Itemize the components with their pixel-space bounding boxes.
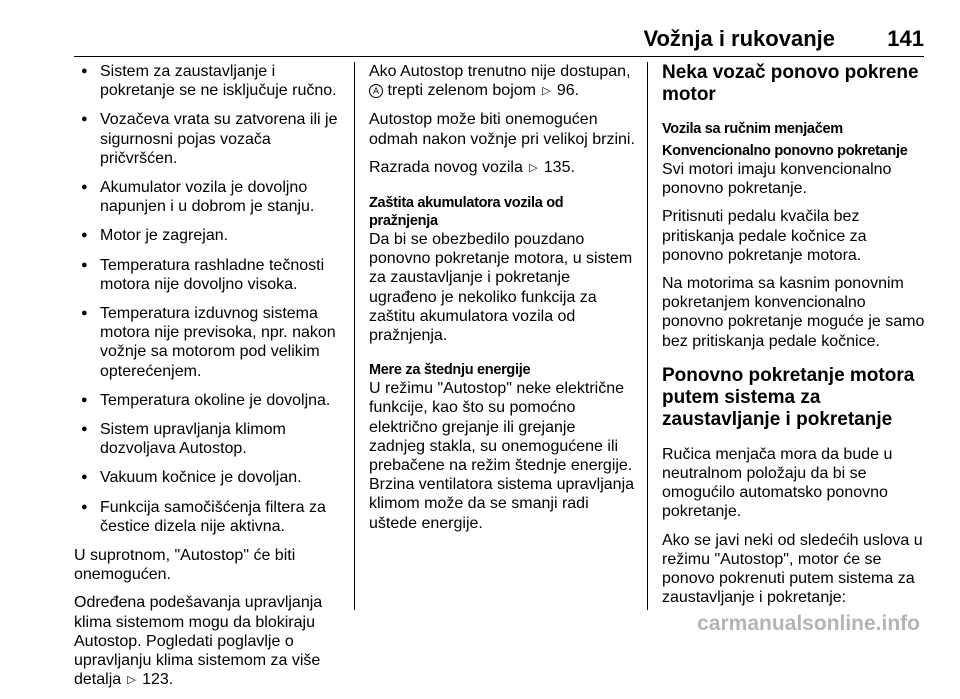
list-item: ● Temperatura okoline je dovoljna. — [74, 391, 344, 410]
list-item: ● Vakuum kočnice je dovoljan. — [74, 468, 344, 487]
paragraph — [369, 62, 635, 101]
list-item: ● Funkcija samočišćenja filtera za čestice dizela nije aktivna. — [74, 498, 344, 536]
subheading: Mere za štednju energije — [369, 362, 531, 379]
header-rule — [74, 56, 924, 57]
column-1 — [74, 62, 344, 699]
page-header — [0, 22, 960, 58]
column-divider-1 — [354, 62, 355, 610]
list-item: ● Motor je zagrejan. — [74, 226, 344, 245]
watermark: carmanualsonline.info — [697, 612, 920, 635]
paragraph — [74, 593, 344, 690]
paragraph: Na motorima sa kasnim ponovnim pokretanjem konvencionalno ponovno pokretanje moguće je samo bez pritiskanja pedale kočnice. — [662, 275, 925, 350]
paragraph: Ručica menjača mora da bude u neutralnom položaju da bi se omogućilo automatsko ponovno pokretanje. — [662, 445, 893, 521]
paragraph: Ako se javi neki od sledećih uslova u režimu "Autostop", motor će se ponovo pokrenuti putem sistema za zaustavljanje i pokretanje: — [662, 531, 923, 607]
paragraph: U suprotnom, "Autostop" će biti onemogućen. — [74, 547, 296, 584]
page-ref-arrow-icon: ▷ — [529, 161, 538, 174]
subheading: Konvencionalno ponovno pokretanje — [662, 143, 908, 159]
subheading: Vozila sa ručnim menjačem — [662, 121, 843, 137]
paragraph-text: Ako Autostop trenutno nije dostupan, — [369, 63, 631, 80]
paragraph — [369, 158, 635, 178]
list-item: ● Vozačeva vrata su zatvorena ili je sigurnosni pojas vozača pričvršćen. — [74, 110, 344, 168]
paragraph: U režimu "Autostop" neke električne funkcije, kao što su pomoćno električno grejanje ili grejanje zadnjeg stakla, su onemogućene ili prebačene na režim štednje energije. Brzina ventilatora sistema upravljanja klimom može da se smanji radi uštede energije. — [369, 380, 635, 532]
conditions-list — [74, 62, 344, 536]
list-item: ● Temperatura rashladne tečnosti motora nije dovoljno visoka. — [74, 256, 344, 294]
page-ref-link[interactable]: 96. — [556, 82, 580, 100]
column-2 — [369, 62, 635, 542]
paragraph: Pritisnuti pedalu kvačila bez pritiskanja pedale kočnice za ponovno pokretanje motora. — [662, 208, 867, 264]
page-header-title: Vožnja i rukovanje — [643, 26, 835, 51]
autostop-indicator-icon: A — [369, 84, 383, 98]
paragraph: Da bi se obezbedilo pouzdano ponovno pokretanje motora, u sistem za zaustavljanje i pokretanje ugrađeno je nekoliko funkcija za zaštitu akumulatora vozila od pražnjenja. — [369, 231, 633, 345]
page-ref-link[interactable]: 135. — [543, 158, 575, 176]
page-ref-link[interactable]: 123. — [142, 671, 174, 689]
column-3 — [662, 62, 928, 616]
page-number: 141 — [887, 26, 924, 51]
column-divider-2 — [647, 62, 648, 610]
list-item: ● Akumulator vozila je dovoljno napunjen i u dobrom je stanju. — [74, 178, 344, 216]
paragraph-text: Određena podešavanja upravljanja klima sistemom mogu da blokiraju Autostop. Pogledati poglavlje o upravljanju klima sistemom za više detalja — [74, 594, 323, 689]
paragraph-text: Razrada novog vozila — [369, 158, 523, 176]
paragraph-text: trepti zelenom bojom — [387, 82, 536, 100]
paragraph: Autostop može biti onemogućen odmah nakon vožnje pri velikoj brzini. — [369, 111, 635, 148]
list-item: ● Sistem za zaustavljanje i pokretanje se ne isključuje ručno. — [74, 62, 344, 100]
paragraph: Svi motori imaju konvencionalno ponovno pokretanje. — [662, 161, 892, 198]
page-ref-arrow-icon: ▷ — [542, 85, 551, 98]
list-item: ● Sistem upravljanja klimom dozvoljava Autostop. — [74, 420, 344, 458]
section-heading: Ponovno pokretanje motora putem sistema za zaustavljanje i pokretanje — [662, 364, 915, 430]
page-ref-arrow-icon: ▷ — [127, 674, 136, 687]
section-heading: Neka vozač ponovo pokrene motor — [662, 62, 919, 105]
list-item: ● Temperatura izduvnog sistema motora nije previsoka, npr. nakon vožnje sa motorom pod velikim opterećenjem. — [74, 304, 344, 381]
subheading: Zaštita akumulatora vozila od pražnjenja — [369, 195, 564, 230]
